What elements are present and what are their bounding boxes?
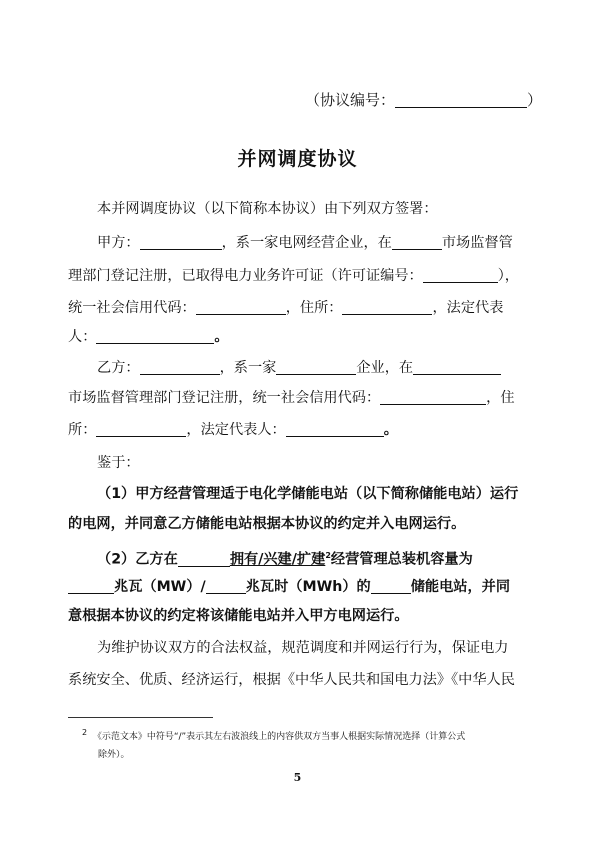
station-name-field xyxy=(371,579,411,594)
item-2-location-field xyxy=(178,552,230,567)
party-a-line-3: 统一社会信用代码： ，住所： ，法定代表 xyxy=(68,300,504,316)
party-a-name-field xyxy=(140,235,222,250)
party-a-address-field xyxy=(342,300,432,315)
agreement-number xyxy=(305,89,542,110)
footnote-line-1: $^2$ 《示范文本》中符号“/”表示其左右波浪线上的内容供双方当事人根据实际情况选择（计算公式 xyxy=(82,728,466,742)
document-title: 并网调度协议 xyxy=(237,148,358,170)
item-2-line-3: 意根据本协议的约定将该储能电站并入甲方电网运行。 xyxy=(68,608,409,624)
build-options: 拥有/兴建/扩建 xyxy=(229,551,326,568)
party-a-line-4: 人： 。 xyxy=(68,329,229,345)
capacity-mw-field xyxy=(68,579,114,594)
party-b-legal-rep-field xyxy=(286,422,384,437)
party-b-line-1: 乙方： ，系一家 企业，在 xyxy=(97,358,501,378)
party-b-credit-code-field xyxy=(380,390,486,405)
party-a-legal-rep-field xyxy=(96,329,214,344)
agreement-number-label: （协议编号： xyxy=(305,91,396,109)
footnote-ref: 2 xyxy=(325,551,331,560)
license-number-field xyxy=(423,268,498,283)
agreement-number-close: ） xyxy=(527,91,543,109)
party-b-address-field xyxy=(96,422,186,437)
capacity-mwh-field xyxy=(206,579,246,594)
party-a-line-1: 甲方： ，系一家电网经营企业，在 市场监督管 xyxy=(97,235,513,251)
party-a-credit-code-field xyxy=(196,300,286,315)
party-b-line-2: 市场监督管理部门登记注册，统一社会信用代码： ，住 xyxy=(68,390,515,406)
whereas-heading: 鉴于： xyxy=(97,455,140,471)
party-a-line-2: 理部门登记注册，已取得电力业务许可证（许可证编号： ）， xyxy=(68,268,519,284)
party-b-type-field xyxy=(276,360,356,375)
party-a-location-field xyxy=(392,235,442,250)
page-number: 5 xyxy=(293,771,302,784)
item-1-line-1: （1）甲方经营管理适于电化学储能电站（以下简称储能电站）运行 xyxy=(97,486,519,502)
intro-paragraph: 本并网调度协议（以下简称本协议）由下列双方签署： xyxy=(97,201,438,217)
agreement-number-field xyxy=(395,93,527,108)
item-1-line-2: 的电网，并同意乙方储能电站根据本协议的约定并入电网运行。 xyxy=(68,516,466,532)
party-b-location-field xyxy=(413,360,501,375)
party-b-line-3: 所： ，法定代表人： 。 xyxy=(68,422,398,438)
footnote-divider xyxy=(68,717,213,718)
party-b-name-field xyxy=(140,360,220,375)
purpose-line-1: 为维护协议双方的合法权益，规范调度和并网运行行为，保证电力 xyxy=(97,640,509,656)
footnote-line-2: 除外）。 xyxy=(98,750,130,760)
purpose-line-2: 系统安全、优质、经济运行，根据《中华人民共和国电力法》《中华人民 xyxy=(68,672,515,688)
item-2-line-1: （2）乙方在 拥有/兴建/扩建$^2$经营管理总装机容量为 xyxy=(97,551,473,568)
item-2-line-2: 兆瓦（MW）/ 兆瓦时（MWh）的 储能电站，并同 xyxy=(68,577,510,597)
